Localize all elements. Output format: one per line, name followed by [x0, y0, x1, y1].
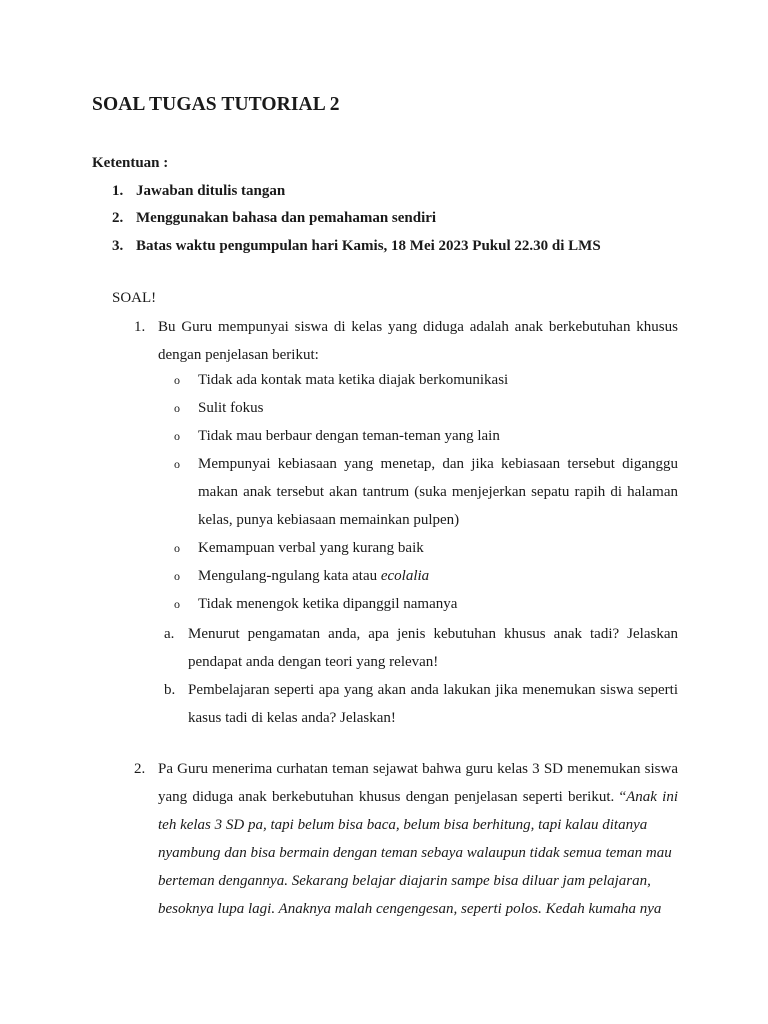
list-item [174, 562, 678, 590]
list-item-text: Kemampuan verbal yang kurang baik [198, 540, 424, 556]
bullet-icon: o [174, 373, 180, 387]
question-2 [134, 755, 678, 923]
term-ecolalia: ecolalia [380, 568, 430, 584]
quote-line: teh kelas 3 SD pa, tapi belum bisa baca, belum bisa berhitung, tapi kalau ditanya [158, 817, 648, 833]
quote-line: berteman dengannya. Sekarang belajar diajarin sampe bisa diluar jam pelajaran, [158, 873, 651, 889]
ketentuan-item-text: Jawaban ditulis tangan [136, 183, 286, 199]
soal-label: SOAL! [112, 290, 157, 306]
ketentuan-item-text: Menggunakan bahasa dan pemahaman sendiri [136, 210, 437, 226]
ketentuan-label: Ketentuan : [92, 155, 169, 171]
list-item-text: makan anak tersebut akan tantrum (suka menjejerkan sepatu rapih di halaman [198, 484, 678, 500]
question-line [158, 783, 678, 811]
question-text [158, 755, 678, 923]
sub-question-label: b. [164, 682, 176, 698]
bullet-icon: o [174, 401, 180, 415]
bullet-icon: o [174, 541, 180, 555]
question-line-part: yang diduga anak berkebutuhan khusus dengan penjelasan seperti berikut. “ [158, 789, 627, 805]
quote-line: besoknya lupa lagi. Anaknya malah cengengesan, seperti polos. Kedah kumaha nya [158, 901, 662, 917]
ketentuan-item-number: 1. [112, 183, 124, 199]
question-number: 2. [134, 761, 146, 777]
list-item [174, 394, 678, 422]
list-item [174, 422, 678, 450]
sub-question-a [164, 620, 678, 676]
list-item-text: Tidak menengok ketika dipanggil namanya [198, 596, 458, 612]
ketentuan-item-number: 3. [112, 238, 124, 254]
page-title: SOAL TUGAS TUTORIAL 2 [92, 94, 340, 115]
symptom-list [174, 366, 678, 618]
sub-question-line: kasus tadi di kelas anda? Jelaskan! [188, 710, 396, 726]
list-item-text: Mempunyai kebiasaan yang menetap, dan jika kebiasaan tersebut diganggu [198, 456, 678, 472]
sub-question-line: Menurut pengamatan anda, apa jenis kebutuhan khusus anak tadi? Jelaskan [188, 626, 678, 642]
sub-question-b [164, 676, 678, 732]
sub-question-label: a. [164, 626, 175, 642]
question-line: Bu Guru mempunyai siswa di kelas yang diduga adalah anak berkebutuhan khusus [158, 319, 678, 335]
quote-line: nyambung dan bisa bermain dengan teman sebaya walaupun tidak semua teman mau [158, 845, 672, 861]
quote-italic: Anak ini [626, 789, 679, 805]
list-item-text: Tidak mau berbaur dengan teman-teman yang lain [198, 428, 500, 444]
list-item [174, 534, 678, 562]
list-item [174, 590, 678, 618]
bullet-icon: o [174, 569, 180, 583]
list-item-text: Sulit fokus [198, 400, 264, 416]
bullet-icon: o [174, 429, 180, 443]
ketentuan-item [112, 210, 436, 227]
ketentuan-item-text: Batas waktu pengumpulan hari Kamis, 18 Mei 2023 Pukul 22.30 di LMS [136, 238, 601, 254]
list-item [174, 450, 678, 534]
ketentuan-item-number: 2. [112, 210, 124, 226]
question-text [158, 313, 678, 369]
bullet-icon: o [174, 597, 180, 611]
sub-question-text [188, 620, 678, 676]
question-line: Pa Guru menerima curhatan teman sejawat bahwa guru kelas 3 SD menemukan siswa [158, 761, 678, 777]
ketentuan-item [112, 238, 601, 255]
ketentuan-item [112, 183, 285, 200]
sub-question-line: Pembelajaran seperti apa yang akan anda lakukan jika menemukan siswa seperti [188, 682, 678, 698]
list-item-text-part: Mengulang-ngulang kata atau [198, 568, 381, 584]
sub-question-line: pendapat anda dengan teori yang relevan! [188, 654, 439, 670]
list-item-text [198, 562, 678, 590]
question-number: 1. [134, 319, 146, 335]
bullet-icon: o [174, 457, 180, 471]
question-line: dengan penjelasan berikut: [158, 347, 319, 363]
list-item-text: kelas, punya kebiasaan memainkan pulpen) [198, 512, 460, 528]
sub-question-text [188, 676, 678, 732]
list-item-text: Tidak ada kontak mata ketika diajak berkomunikasi [198, 372, 509, 388]
list-item [174, 366, 678, 394]
question-1 [134, 313, 678, 369]
